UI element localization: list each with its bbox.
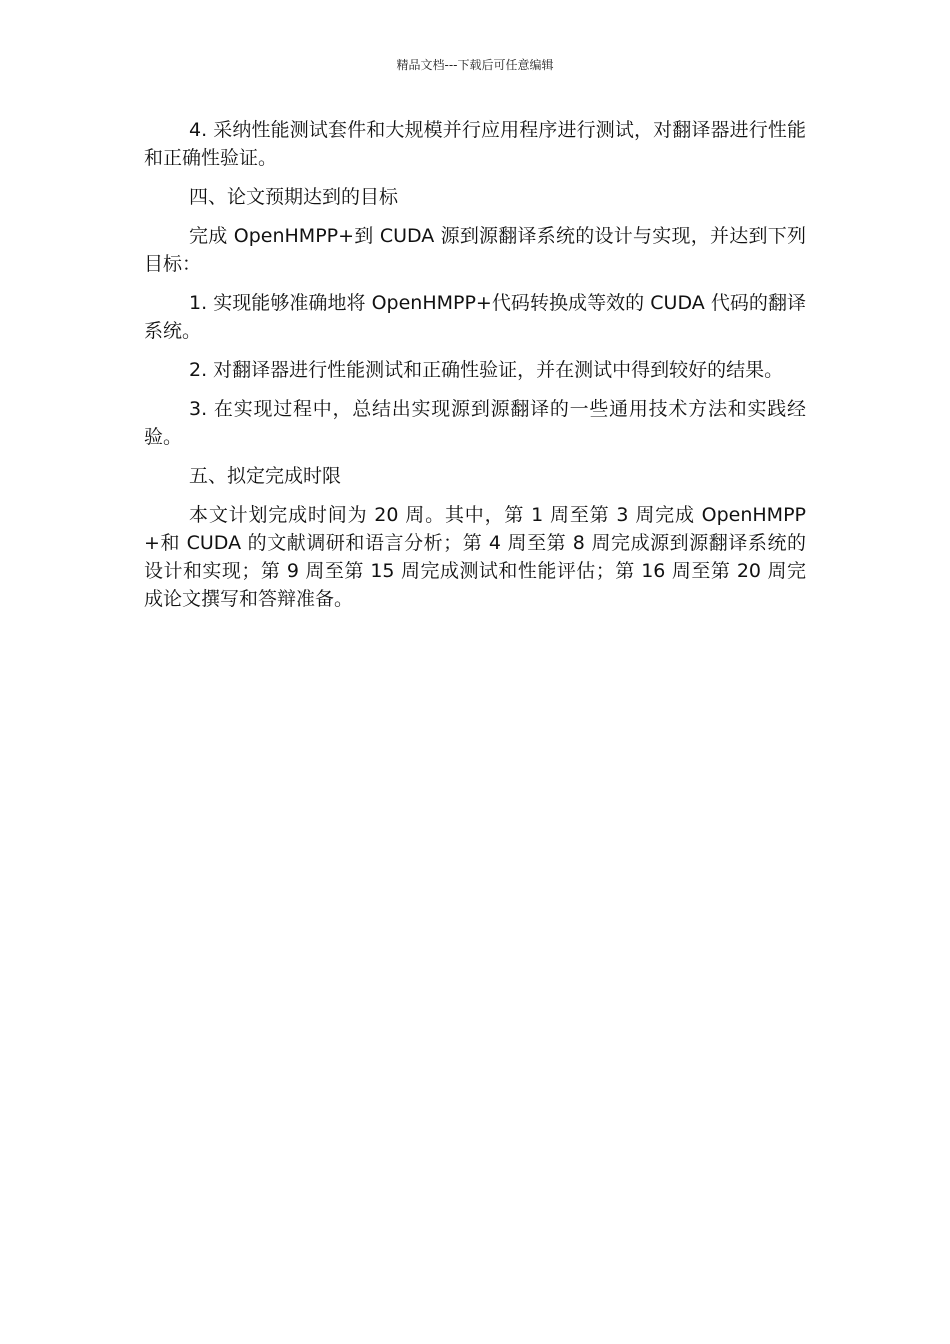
paragraph-timeline: 本文计划完成时间为 20 周。其中，第 1 周至第 3 周完成 OpenHMPP+和 CUDA 的文献调研和语言分析；第 4 周至第 8 周完成源到源翻译系统的设计和实现；第 9 周至第 15 周完成测试和性能评估；第 16 周至第 20 周完成论文撰写和答辩准备。 (144, 504, 806, 610)
page-header: 精品文档---下载后可任意编辑 (396, 58, 554, 72)
paragraph-goals-intro: 完成 OpenHMPP+到 CUDA 源到源翻译系统的设计与实现，并达到下列目标： (144, 225, 806, 275)
paragraph-goal-3: 3. 在实现过程中，总结出实现源到源翻译的一些通用技术方法和实践经验。 (144, 398, 806, 448)
paragraph-goal-2: 2. 对翻译器进行性能测试和正确性验证，并在测试中得到较好的结果。 (189, 359, 784, 381)
paragraph-item-4-test: 4. 采纳性能测试套件和大规模并行应用程序进行测试，对翻译器进行性能和正确性验证。 (144, 119, 806, 169)
section-heading-goals: 四、论文预期达到的目标 (189, 186, 399, 208)
section-heading-timeline: 五、拟定完成时限 (189, 465, 342, 487)
paragraph-goal-1: 1. 实现能够准确地将 OpenHMPP+代码转换成等效的 CUDA 代码的翻译系统。 (144, 292, 806, 342)
document-body (144, 116, 806, 624)
